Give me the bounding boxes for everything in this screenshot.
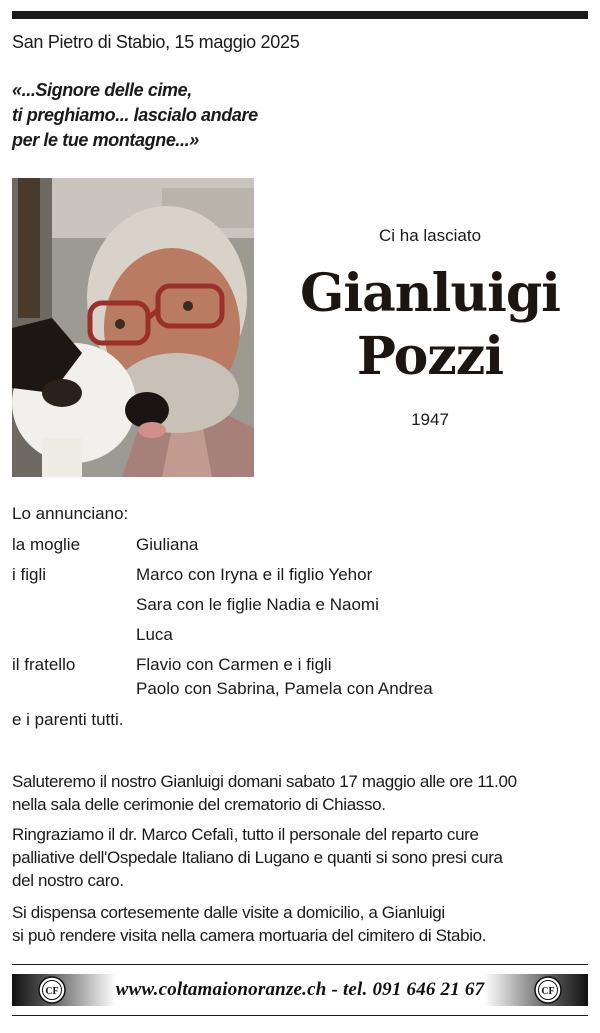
portrait-photo: [12, 178, 254, 477]
footer-banner: [12, 974, 588, 1006]
footer-top-rule: [12, 964, 588, 965]
birth-year: 1947: [411, 410, 449, 429]
deceased-last-name: Pozzi: [356, 326, 504, 387]
portrait-photo-image: [12, 178, 254, 477]
relation-label: la moglie: [12, 535, 81, 554]
relation-label: il fratello: [12, 655, 76, 674]
paragraph-line: del nostro caro.: [12, 871, 124, 890]
top-rule: [12, 11, 588, 19]
announcers-heading: Lo annunciano:: [12, 504, 129, 523]
relation-names: Paolo con Sabrina, Pamela con Andrea: [136, 679, 433, 698]
funeral-notice-paragraph: [12, 770, 588, 816]
logo-letters: CF: [541, 986, 555, 997]
quote-line: ti preghiamo... lascialo andare: [12, 105, 258, 125]
deceased-intro: Ci ha lasciato: [378, 226, 482, 245]
epigraph-quote: [12, 78, 258, 153]
quote-line: «...Signore delle cime,: [12, 80, 192, 100]
announcers-closing: e i parenti tutti.: [12, 710, 124, 729]
paragraph-line: Si dispensa cortesemente dalle visite a domicilio, a Gianluigi: [12, 903, 445, 922]
paragraph-line: si può rendere visita nella camera mortuaria del cimitero di Stabio.: [12, 926, 487, 945]
relation-names: Sara con le figlie Nadia e Naomi: [136, 595, 379, 614]
deceased-first-name: Gianluigi: [299, 263, 561, 324]
relation-names: Flavio con Carmen e i figli: [136, 655, 332, 674]
relation-names: Luca: [136, 625, 173, 644]
footer-bottom-rule: [12, 1015, 588, 1016]
relation-names: Giuliana: [136, 535, 199, 554]
thanks-paragraph: [12, 823, 588, 892]
paragraph-line: nella sala delle cerimonie del crematorio di Chiasso.: [12, 795, 386, 814]
quote-line: per le tue montagne...»: [12, 130, 199, 150]
funeral-home-logo-icon: [534, 976, 562, 1004]
relation-names: Marco con Iryna e il figlio Yehor: [136, 565, 373, 584]
logo-letters: CF: [45, 986, 59, 997]
relation-label: i figli: [12, 565, 47, 584]
footer-contact: www.coltamaionoranze.ch - tel. 091 646 21 67: [115, 979, 485, 1000]
paragraph-line: palliative dell'Ospedale Italiano di Lugano e quanti si sono presi cura: [12, 848, 503, 867]
paragraph-line: Ringraziamo il dr. Marco Cefalì, tutto il personale del reparto cure: [12, 825, 479, 844]
visits-paragraph: [12, 901, 588, 947]
place-date: San Pietro di Stabio, 15 maggio 2025: [12, 32, 300, 52]
paragraph-line: Saluteremo il nostro Gianluigi domani sabato 17 maggio alle ore 11.00: [12, 772, 517, 791]
